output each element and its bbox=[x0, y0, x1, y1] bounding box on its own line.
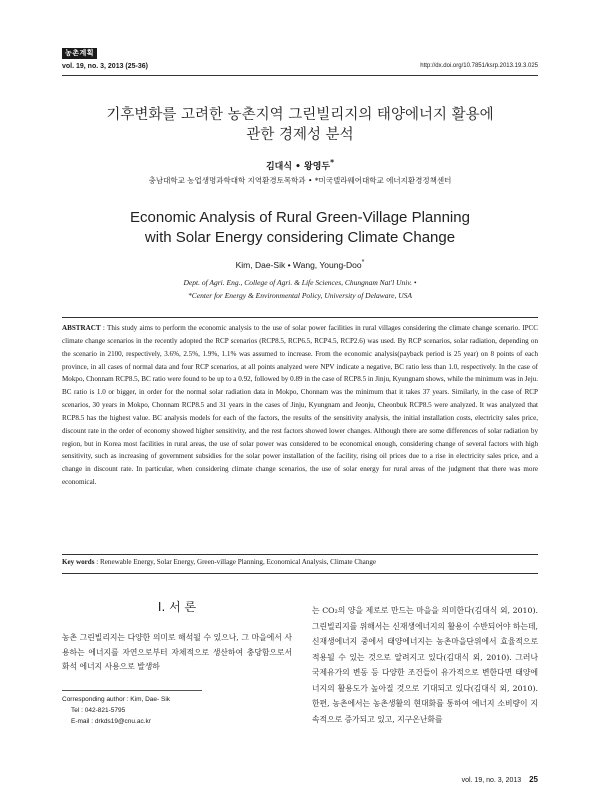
keywords-label: Key words bbox=[62, 558, 95, 566]
abstract-label: ABSTRACT bbox=[62, 324, 101, 332]
english-affiliation-line2: *Center for Energy & Environmental Policy, University of Delaware, USA bbox=[188, 291, 412, 300]
korean-author-mark: * bbox=[330, 158, 335, 167]
corresponding-author-footnote bbox=[62, 694, 170, 727]
korean-authors bbox=[62, 158, 538, 172]
english-author-mark: * bbox=[361, 258, 365, 266]
page-number: 25 bbox=[529, 775, 538, 784]
page-footer bbox=[462, 775, 538, 784]
keywords-top-divider bbox=[62, 554, 538, 555]
keywords-text: : Renewable Energy, Solar Energy, Green-village Planning, Economical Analysis, Climate Change bbox=[94, 558, 377, 566]
section-title: 서 론 bbox=[169, 600, 197, 614]
english-title-line2: with Solar Energy considering Climate Change bbox=[144, 229, 456, 246]
english-affiliation bbox=[62, 276, 538, 302]
footnote-author: Corresponding author : Kim, Dae- Sik bbox=[62, 696, 171, 703]
body-right-column: 는 CO₂의 양을 제로로 만드는 마을을 의미한다(김대식 외, 2010). 그린빌리지를 위해서는 신재생에너지의 활용이 수반되어야 하는데, 신재생에너지 중에서 태양에너지는 농촌마을단위에서 효율적으로 적용될 수 있는 것으로 알려지고 있다(김대식 외, 2010). 그러나 국제유가의 변동 등 다양한 조건들이 유가적으로 변한다면 태양에너지의 활용도가 높아질 것으로 기대되고 있다(김대식 외, 2010). 한편, 농촌에서는 농촌생활의 현대화를 통하여 에너지 소비량이 지속적으로 증가되고 있고, 지구온난화를 bbox=[312, 606, 538, 724]
korean-affiliation: 충남대학교 농업생명과학대학 지역환경토목학과 • *미국델라웨어대학교 에너지환경정책센터 bbox=[148, 176, 452, 185]
english-authors bbox=[62, 258, 538, 270]
abstract-text: : This study aims to perform the economic analysis to the use of solar power facilities in rural villages considering the climate change scenario. IPCC climate change scenarios in the recently adopted the RCP scenarios (RCP8.5, RCP6.5, RCP4.5, RCP2.6) was used. By RCP scenarios, solar radiation, depending on the scenario in 2100, respectively, 3.6%, 2.5%, 1.9%, 1.1% was assumed to increase. From the economic analysis(payback period is 25 year) on 8 points of each province, in all cases of normal data and four RCP scenarios, at all points analyzed were NPV indicate a negative, BC ratio less than 1.0, respectively. In the case of Mokpo, Chonnam RCP8.5, BC ratio were found to be up to a 0.92, followed by 0.89 in the case of RCP8.5 in Jinju, Kyungnam shows, while the minimum was in Jeju. BC ratio is 1.0 or bigger, in order for the normal solar radiation data in Mokpo, Chonnam was the minimum that it takes 37 years. Similarly, in the case of RCP scenarios, 30 years in Mokpo, Chonnam RCP8.5 and 31 years in the cases of Jinju, Kyungnam and Jeonju, Cheonbuk RCP8.5 were analyzed. It was analyzed that RCP8.5 has the highest value. BC analysis models for each of the factors, the results of the sensitivity analysis, the initial installation costs, electricity sales price, discount rate in the order of economy showed higher sensitivity, and the rest factors showed lower changes. Although there are some differences of solar radiation by region, but in Korea most facilities in rural areas, the use of solar power was considered to be economical enough, considering change of several factors with high sensitivity, such as increasing of government subsidies for the solar power installation of the facility, rising oil prices due to a rise in electricity sales price, and a change in discount rate. In particular, when considering climate change scenarios, the use of solar energy for rural areas of the judgment that there was more economical. bbox=[62, 324, 538, 487]
english-affiliation-line1: Dept. of Agri. Eng., College of Agri. & Life Sciences, Chungnam Nat'l Univ. • bbox=[183, 278, 417, 287]
body-left-column: 농촌 그린빌리지는 다양한 의미로 해석될 수 있으나, 그 마을에서 사용하는 에너지를 자연으로부터 자체적으로 생산하여 충당함으로서 화석 에너지 사용으로 발생하 bbox=[62, 633, 292, 671]
doi-link[interactable]: http://dx.doi.org/10.7851/ksrp.2013.19.3.025 bbox=[420, 63, 538, 69]
header-divider bbox=[62, 75, 538, 76]
abstract-top-divider bbox=[62, 317, 538, 318]
korean-title-line1: 기후변화를 고려한 농촌지역 그린빌리지의 태양에너지 활용에 bbox=[106, 107, 494, 123]
section-heading-introduction bbox=[62, 598, 292, 615]
footnote-email[interactable]: E-mail : drkds19@cnu.ac.kr bbox=[71, 718, 151, 725]
english-author-names: Kim, Dae-Sik • Wang, Young-Doo bbox=[235, 259, 362, 270]
korean-title bbox=[62, 105, 538, 145]
keywords-bottom-divider bbox=[62, 573, 538, 574]
section-number: I. bbox=[157, 600, 166, 614]
korean-title-line2: 관한 경제성 분석 bbox=[246, 127, 354, 143]
footer-citation: vol. 19, no. 3, 2013 bbox=[461, 777, 522, 784]
abstract bbox=[62, 322, 538, 489]
footnote-tel: Tel : 042-821-5795 bbox=[71, 707, 126, 714]
footnote-divider bbox=[62, 690, 202, 691]
korean-author-names: 김대식 • 왕영두 bbox=[265, 162, 331, 172]
english-title-line1: Economic Analysis of Rural Green-Village Planning bbox=[130, 209, 470, 226]
keywords bbox=[62, 558, 538, 566]
journal-logo: 농촌계획 bbox=[62, 48, 97, 59]
journal-citation: vol. 19, no. 3, 2013 (25-36) bbox=[62, 63, 148, 70]
english-title bbox=[62, 208, 538, 248]
